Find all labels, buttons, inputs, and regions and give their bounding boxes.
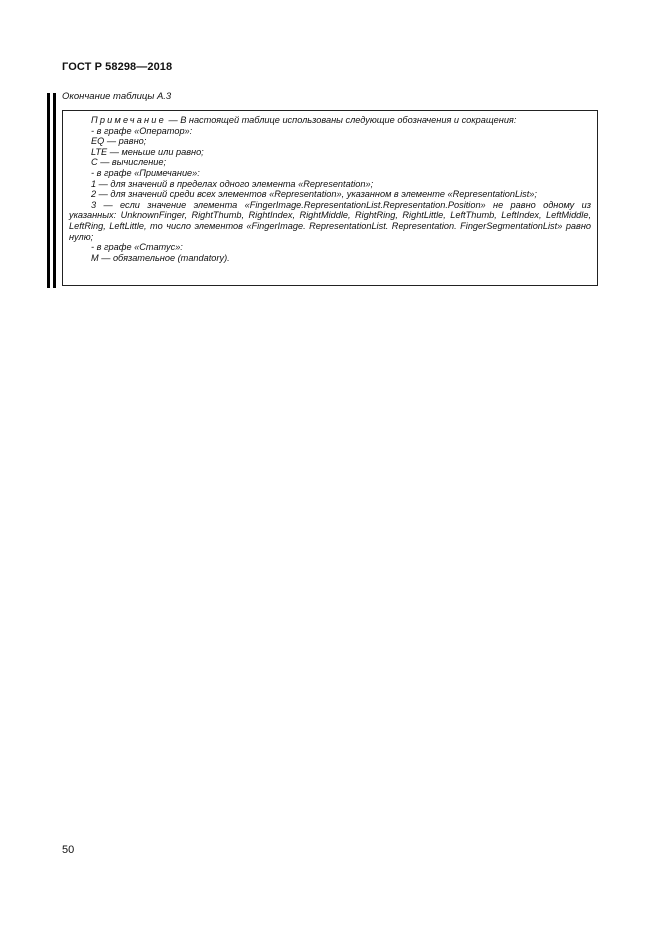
table-note-box xyxy=(62,110,598,286)
note-line-operator-heading: - в графе «Оператор»: xyxy=(91,125,193,136)
note-line-eq: EQ — равно; xyxy=(91,136,147,147)
note-line-remark-1: 1 — для значений в пределах одного элемента «Representation»; xyxy=(91,178,374,189)
note-line-c: C — вычисление; xyxy=(91,157,167,168)
note-paragraph-remark-3: 3 — если значение элемента «FingerImage.RepresentationList.Representation.Position» не равно одному из указанных: UnknownFinger, RightThumb, RightIndex, RightMiddle, RightRing, RightLittle, LeftThumb, LeftIndex, LeftMiddle, LeftRing, LeftLittle, то число элементов «FingerImage. RepresentationList. Representation. FingerSegmentationList» равно нулю; xyxy=(69,199,591,242)
note-label: Примечание xyxy=(91,115,166,125)
note-line-status-heading: - в графе «Статус»: xyxy=(91,242,183,253)
document-header: ГОСТ Р 58298—2018 xyxy=(62,61,173,73)
note-line-remark-2: 2 — для значений среди всех элементов «Representation», указанном в элементе «RepresentationList»; xyxy=(91,189,537,200)
note-intro-text: — В настоящей таблице использованы следующие обозначения и сокращения: xyxy=(165,115,517,125)
page-number: 50 xyxy=(62,844,75,856)
note-intro-line xyxy=(69,115,591,126)
revision-bar-left xyxy=(47,93,50,288)
revision-bar-right xyxy=(53,93,56,288)
table-caption: Окончание таблицы А.3 xyxy=(62,91,172,102)
note-line-lte: LTE — меньше или равно; xyxy=(91,146,204,157)
note-line-remark-heading: - в графе «Примечание»: xyxy=(91,167,200,178)
note-line-mandatory: М — обязательное (mandatory). xyxy=(91,252,230,263)
